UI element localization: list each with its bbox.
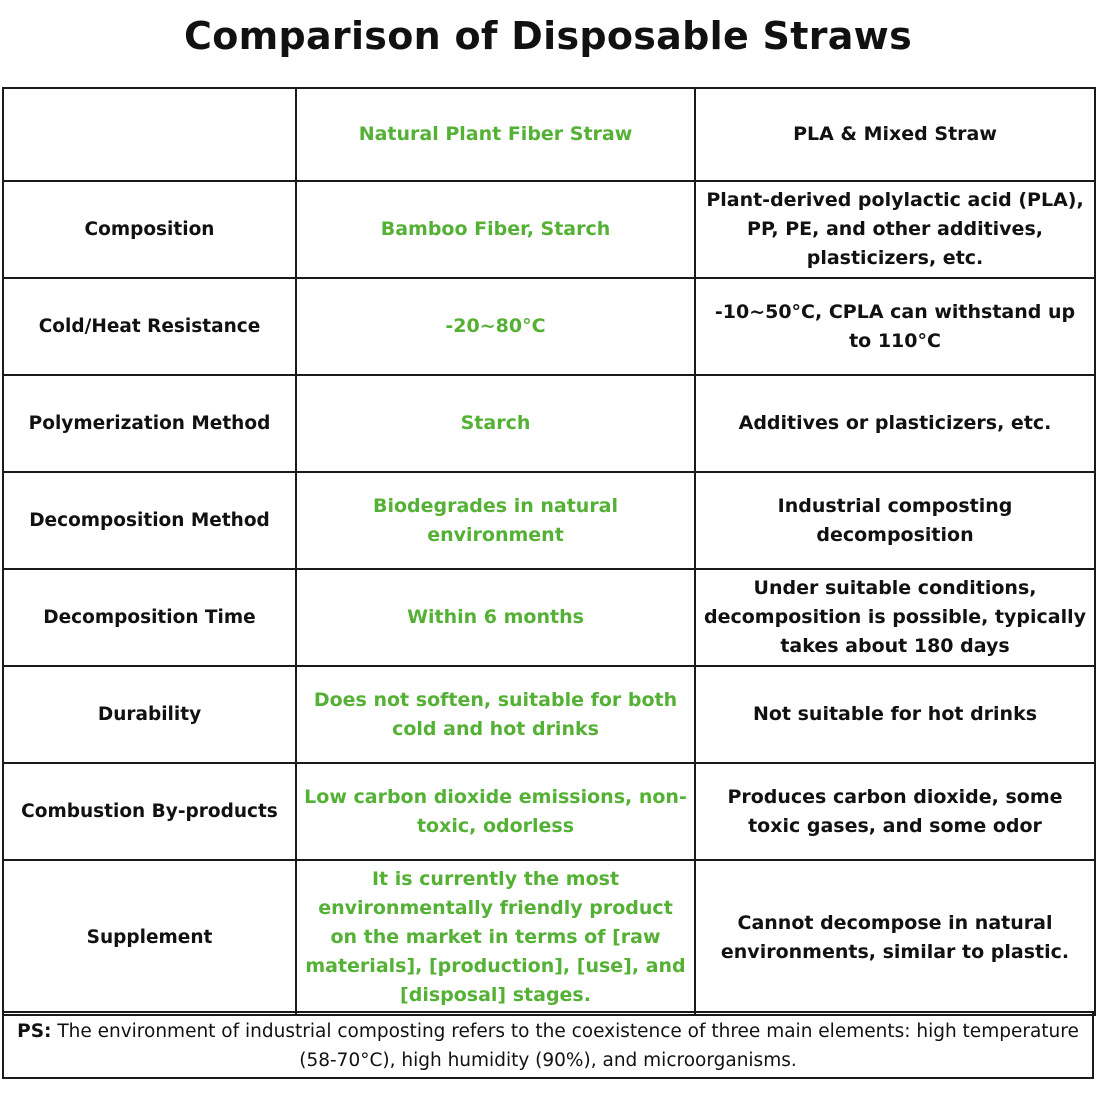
table-row	[3, 569, 1095, 666]
table-row	[3, 278, 1095, 375]
cell-natural-decomposition-time: Within 6 months	[296, 569, 695, 666]
cell-pla-decomposition-method: Industrial composting decomposition	[695, 472, 1095, 569]
cell-natural-supplement: It is currently the most environmentally friendly product on the market in terms of [raw materials], [production], [use], and [disposal] stages.	[296, 860, 695, 1015]
cell-pla-combustion-by-products: Produces carbon dioxide, some toxic gases, and some odor	[695, 763, 1095, 860]
row-label-polymerization-method: Polymerization Method	[3, 375, 296, 472]
row-label-supplement: Supplement	[3, 860, 296, 1015]
cell-pla-cold-heat-resistance: -10~50°C, CPLA can withstand up to 110°C	[695, 278, 1095, 375]
row-label-decomposition-time: Decomposition Time	[3, 569, 296, 666]
table-row	[3, 472, 1095, 569]
footnote-prefix: PS:	[17, 1021, 52, 1042]
cell-natural-polymerization-method: Starch	[296, 375, 695, 472]
header-natural-plant-fiber: Natural Plant Fiber Straw	[296, 88, 695, 181]
table-row	[3, 181, 1095, 278]
table-row	[3, 763, 1095, 860]
cell-natural-decomposition-method: Biodegrades in natural environment	[296, 472, 695, 569]
table-row	[3, 375, 1095, 472]
comparison-table	[2, 87, 1096, 1016]
cell-natural-composition: Bamboo Fiber, Starch	[296, 181, 695, 278]
cell-natural-cold-heat-resistance: -20~80°C	[296, 278, 695, 375]
header-corner-cell	[3, 88, 296, 181]
cell-pla-polymerization-method: Additives or plasticizers, etc.	[695, 375, 1095, 472]
table-row	[3, 666, 1095, 763]
row-label-decomposition-method: Decomposition Method	[3, 472, 296, 569]
table-header-row	[3, 88, 1095, 181]
cell-natural-durability: Does not soften, suitable for both cold and hot drinks	[296, 666, 695, 763]
cell-pla-supplement: Cannot decompose in natural environments, similar to plastic.	[695, 860, 1095, 1015]
page-title: Comparison of Disposable Straws	[184, 14, 912, 58]
cell-pla-decomposition-time: Under suitable conditions, decomposition is possible, typically takes about 180 days	[695, 569, 1095, 666]
row-label-cold-heat-resistance: Cold/Heat Resistance	[3, 278, 296, 375]
table-row	[3, 860, 1095, 1015]
row-label-composition: Composition	[3, 181, 296, 278]
row-label-durability: Durability	[3, 666, 296, 763]
cell-natural-combustion-by-products: Low carbon dioxide emissions, non-toxic, odorless	[296, 763, 695, 860]
row-label-combustion-by-products: Combustion By-products	[3, 763, 296, 860]
footnote-text: The environment of industrial composting refers to the coexistence of three main elements: high temperature (58-70°C), high humidity (90%), and microorganisms.	[51, 1021, 1079, 1071]
footnote	[2, 1011, 1094, 1079]
header-pla-mixed: PLA & Mixed Straw	[695, 88, 1095, 181]
cell-pla-composition: Plant-derived polylactic acid (PLA), PP, PE, and other additives, plasticizers, etc.	[695, 181, 1095, 278]
cell-pla-durability: Not suitable for hot drinks	[695, 666, 1095, 763]
